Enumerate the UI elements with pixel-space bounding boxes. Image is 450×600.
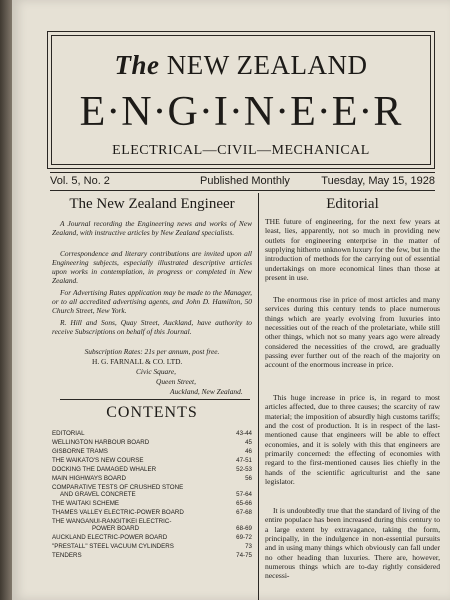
toc-item[interactable]: THE WAITAKI SCHEME 65-66 xyxy=(52,500,252,507)
about-paragraph-1: A Journal recording the Engineering news and works of New Zealand, with instructive articles by New Zealand specialists. xyxy=(52,219,252,238)
issue-bottom-rule xyxy=(50,190,435,191)
magazine-page xyxy=(12,0,450,600)
about-paragraph-4: R. Hill and Sons, Quay Street, Auckland, have authority to receive Subscriptions on behalf of this Journal. xyxy=(52,318,252,337)
contents-top-rule xyxy=(60,399,250,400)
toc-item[interactable]: THE WANGANUI-RANGITIKEI ELECTRIC- POWER BOARD 68-69 xyxy=(52,518,252,532)
issue-volume: Vol. 5, No. 2 xyxy=(50,175,110,187)
toc-item[interactable]: COMPARATIVE TESTS OF CRUSHED STONE AND GRAVEL CONCRETE 57-64 xyxy=(52,484,252,498)
subscription-rates: Subscription Rates: 21s per annum, post free. xyxy=(84,347,220,356)
masthead xyxy=(47,31,435,169)
editorial-title: Editorial xyxy=(326,196,379,212)
masthead-subtitle: ELECTRICAL—CIVIL—MECHANICAL xyxy=(112,143,370,158)
column-divider xyxy=(258,193,259,600)
publisher-address-3: Auckland, New Zealand. xyxy=(170,387,243,396)
toc-item[interactable]: WELLINGTON HARBOUR BOARD 45 xyxy=(52,439,252,446)
toc-item[interactable]: TENDERS 74-75 xyxy=(52,552,252,559)
publisher-address-2: Queen Street, xyxy=(156,377,196,386)
contents-title: CONTENTS xyxy=(106,404,198,421)
editorial-paragraph-3: This huge increase in price is, in regard to most articles affected, due to three causes; the scarcity of raw material; the imposition of absurdly high customs tariffs; and the cost of production. It is in respect of the last-mentioned cause that engineers will be able to effect economies, and it is solely with this that engineers are primarily concerned: the effecting of economies with regard to the first-mentioned causes lies chiefly in the hands of the scientific agriculturist and the sane legislator. xyxy=(265,393,440,487)
toc-item[interactable]: MAIN HIGHWAYS BOARD 56 xyxy=(52,475,252,482)
issue-line xyxy=(50,175,435,191)
masthead-new-zealand: NEW ZEALAND xyxy=(166,50,368,80)
publisher-name: H. G. FARNALL & CO. LTD. xyxy=(92,357,183,366)
masthead-inner-border xyxy=(51,35,431,165)
editorial-paragraph-1: THE future of engineering, for the next few years at least, lies, apparently, not so much in providing new outlets for engineering enterprise in the matter of supplying hitherto unknown luxury for the few, but in the introduction of methods for the carrying out of essential undertakings on more economical lines than those at present in use. xyxy=(265,217,440,283)
toc-item[interactable]: EDITORIAL 43-44 xyxy=(52,430,252,437)
issue-date: Tuesday, May 15, 1928 xyxy=(321,175,435,187)
masthead-title-top xyxy=(52,50,430,81)
toc-item[interactable]: AUCKLAND ELECTRIC-POWER BOARD 69-72 xyxy=(52,534,252,541)
about-title: The New Zealand Engineer xyxy=(69,196,235,212)
toc-item[interactable]: "PRESTALL" STEEL VACUUM CYLINDERS 73 xyxy=(52,543,252,550)
about-paragraph-2: Correspondence and literary contributions are invited upon all Engineering subjects, especially illustrated descriptive articles upon works in contemplation, in progress or completed in New Zealand. xyxy=(52,249,252,286)
issue-frequency: Published Monthly xyxy=(200,175,290,187)
editorial-paragraph-4: It is undoubtedly true that the standard of living of the entire populace has been increased during this century to a large extent by extravagance, taking the form, principally, in the indulgence in non-essential pursuits and in using many things which obviously can fall under no other heading than luxuries. There are, however, numerous things which are to-day rightly considered necessi- xyxy=(265,506,440,581)
masthead-the: The xyxy=(114,50,160,80)
issue-top-rule xyxy=(50,172,435,173)
publisher-address-1: Civic Square, xyxy=(136,367,176,376)
toc-item[interactable]: GISBORNE TRAMS 46 xyxy=(52,448,252,455)
toc-item[interactable]: THAMES VALLEY ELECTRIC-POWER BOARD 67-68 xyxy=(52,509,252,516)
editorial-paragraph-2: The enormous rise in price of most articles and many services during this century tends to place numerous things which are yearly evolving from luxuries into necessities out of the reach of the proletariate, while still other things, which not so many years ago were already considered the necessities of the crowd, are gradually passing ever further out of the reach of the majority on account of the enormous increase in price. xyxy=(265,295,440,370)
about-paragraph-3: For Advertising Rates application may be made to the Manager, or to all accredited advertising agents, and John D. Hamilton, 50 Church Street, New York. xyxy=(52,288,252,316)
masthead-engineer: E·N·G·I·N·E·E·R xyxy=(79,89,403,135)
toc-item[interactable]: THE WAIKATO'S NEW COURSE 47-51 xyxy=(52,457,252,464)
toc-item[interactable]: DOCKING THE DAMAGED WHALER 52-53 xyxy=(52,466,252,473)
